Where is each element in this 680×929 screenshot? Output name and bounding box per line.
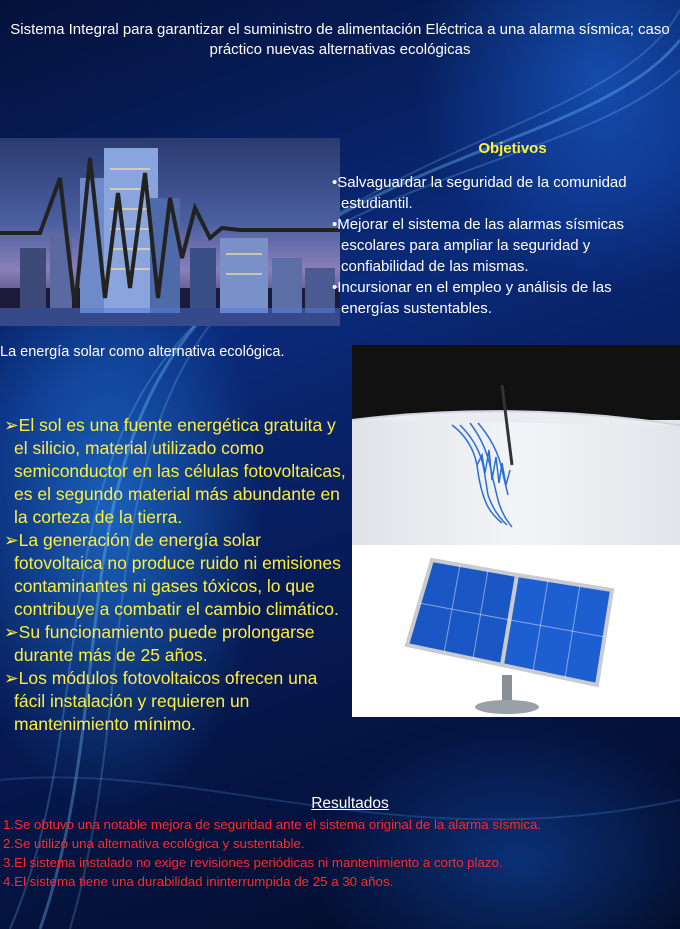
- results-heading: Resultados: [311, 795, 389, 812]
- objectives-list: [332, 172, 672, 319]
- results-list: [3, 815, 680, 891]
- result-item: 3.El sistema instalado no exige revisiones periódicas ni mantenimiento a corto plazo.: [3, 855, 503, 870]
- result-item: 2.Se utilizó una alternativa ecológica y sustentable.: [3, 836, 305, 851]
- objective-item: •Incursionar en el empleo y análisis de las energías sustentables.: [332, 279, 612, 317]
- city-seismograph-image: [0, 138, 340, 326]
- seismograph-image: [352, 345, 680, 545]
- objectives-heading: Objetivos: [478, 140, 547, 157]
- result-item: 1.Se obtuvo una notable mejora de seguridad ante el sistema original de la alarma sísmica.: [3, 817, 542, 832]
- result-item: 4.El sistema tiene una durabilidad ininterrumpida de 25 a 30 años.: [3, 874, 394, 889]
- page-title: Sistema Integral para garantizar el suministro de alimentación Eléctrica a una alarma sísmica; caso práctico nuevas alternativas ecológicas: [10, 21, 670, 58]
- solar-benefits-list: [4, 414, 349, 736]
- benefit-item: ➢Su funcionamiento puede prolongarse durante más de 25 años.: [4, 622, 315, 665]
- benefit-item: ➢Los módulos fotovoltaicos ofrecen una fácil instalación y requieren un mantenimiento mínimo.: [4, 668, 318, 734]
- benefit-item: ➢La generación de energía solar fotovoltaica no produce ruido ni emisiones contaminantes ni gases tóxicos, lo que contribuye a combatir el cambio climático.: [4, 530, 341, 619]
- solar-panel-image: [352, 545, 680, 717]
- objective-item: •Mejorar el sistema de las alarmas sísmicas escolares para ampliar la seguridad y confiabilidad de las mismas.: [332, 216, 625, 275]
- benefit-item: ➢El sol es una fuente energética gratuita y el silicio, material utilizado como semiconductor en las células fotovoltaicas, es el segundo material más abundante en la corteza de la tierra.: [4, 415, 346, 527]
- solar-caption: La energía solar como alternativa ecológica.: [0, 344, 285, 360]
- objective-item: •Salvaguardar la seguridad de la comunidad estudiantil.: [332, 174, 627, 212]
